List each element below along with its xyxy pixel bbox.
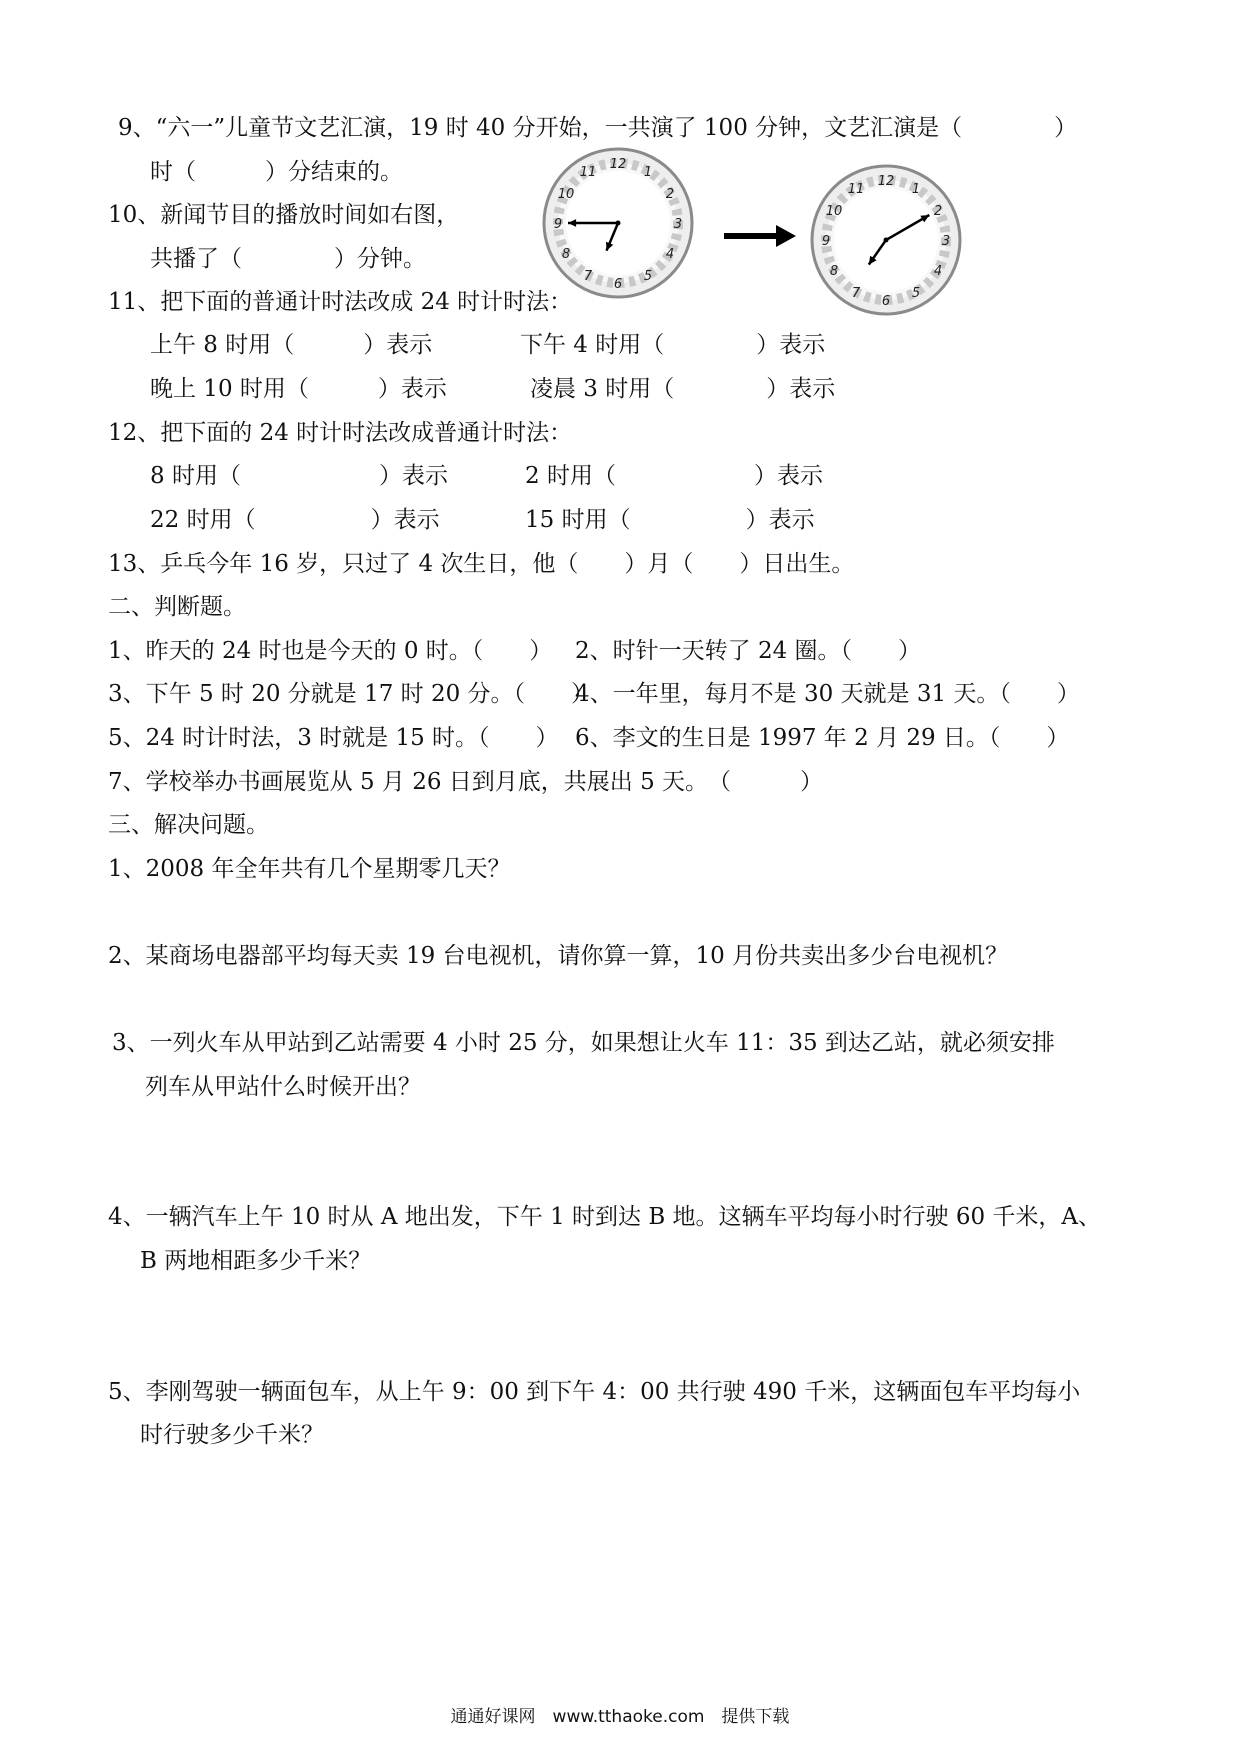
clock-start-numeral-4: 4 <box>665 247 675 262</box>
clock-start-numeral-6: 6 <box>613 277 623 292</box>
clock-start-numeral-12: 12 <box>609 157 627 172</box>
judge-item-4: 4、一年里，每月不是 30 天就是 31 天。（ ） <box>575 681 1080 707</box>
clock-end-numeral-7: 7 <box>851 286 861 301</box>
solve-problem-2: 2、某商场电器部平均每天卖 19 台电视机，请你算一算，10 月份共卖出多少台电视机？ <box>108 943 1009 969</box>
solve-problem-5-line2: 时行驶多少千米？ <box>140 1422 324 1448</box>
clock-end-numeral-10: 10 <box>825 204 843 219</box>
judge-item-7: 7、学校举办书画展览从 5 月 26 日到月底，共展出 5 天。 （ ） <box>108 769 824 795</box>
solve-problem-4-line1: 4、一辆汽车上午 10 时从 A 地出发，下午 1 时到达 B 地。这辆车平均每小时行驶 60 千米，A、 <box>108 1204 1102 1230</box>
clock-end-time <box>806 160 966 320</box>
clock-start-numeral-10: 10 <box>557 187 575 202</box>
clock-start-numeral-8: 8 <box>561 247 571 262</box>
judge-item-3: 3、下午 5 时 20 分就是 17 时 20 分。（ ） <box>108 681 595 707</box>
clock-start-time <box>538 143 698 303</box>
solve-problem-5-line1: 5、李刚驾驶一辆面包车，从上午 9：00 到下午 4：00 共行驶 490 千米，这辆面包车平均每小 <box>108 1379 1081 1405</box>
clock-start-numeral-11: 11 <box>579 165 597 180</box>
solve-problem-4-line2: B 两地相距多少千米？ <box>140 1248 372 1274</box>
right-arrow-icon <box>722 222 798 250</box>
solve-problem-3-line2: 列车从甲站什么时候开出？ <box>145 1074 421 1100</box>
q11-c: 晚上 10 时用（ ）表示 <box>150 376 447 402</box>
section-solve-title: 三、解决问题。 <box>108 812 269 838</box>
clock-start-numeral-5: 5 <box>643 269 653 284</box>
q11-a: 上午 8 时用（ ）表示 <box>150 332 433 358</box>
clock-end-numeral-12: 12 <box>877 174 895 189</box>
clock-end-numeral-1: 1 <box>911 182 921 197</box>
clock-end-numeral-8: 8 <box>829 264 839 279</box>
clock-start-numeral-3: 3 <box>673 217 683 232</box>
judge-item-5: 5、24 时计时法，3 时就是 15 时。（ ） <box>108 725 559 751</box>
judge-item-1: 1、昨天的 24 时也是今天的 0 时。（ ） <box>108 638 553 664</box>
judge-item-6: 6、李文的生日是 1997 年 2 月 29 日。（ ） <box>575 725 1070 751</box>
q9-line1: 9、“六一”儿童节文艺汇演，19 时 40 分开始，一共演了 100 分钟，文艺汇演是（ ） <box>118 115 1078 141</box>
q9-line2: 时（ ）分结束的。 <box>150 159 403 185</box>
clock-end-numeral-6: 6 <box>881 294 891 309</box>
q11-b: 下午 4 时用（ ）表示 <box>520 332 826 358</box>
clock-start-numeral-2: 2 <box>665 187 675 202</box>
clock-end-numeral-2: 2 <box>933 204 943 219</box>
q11-d: 凌晨 3 时用（ ）表示 <box>530 376 836 402</box>
q12-a: 8 时用（ ）表示 <box>150 463 448 489</box>
q10-line1: 10、新闻节目的播放时间如右图， <box>108 202 460 228</box>
clock-start-numeral-7: 7 <box>583 269 593 284</box>
q12-d: 15 时用（ ）表示 <box>525 507 815 533</box>
q12-title: 12、把下面的 24 时计时法改成普通计时法： <box>108 420 573 446</box>
q13: 13、乒乓今年 16 岁，只过了 4 次生日，他（ ）月（ ）日出生。 <box>108 551 855 577</box>
q11-title: 11、把下面的普通计时法改成 24 时计时法： <box>108 289 573 315</box>
q10-line2: 共播了（ ）分钟。 <box>150 246 426 272</box>
q12-b: 2 时用（ ）表示 <box>525 463 823 489</box>
clock-start-numeral-1: 1 <box>643 165 653 180</box>
clock-end-numeral-3: 3 <box>941 234 951 249</box>
q12-c: 22 时用（ ）表示 <box>150 507 440 533</box>
page-footer: 通通好课网 www.tthaoke.com 提供下载 <box>450 1707 790 1727</box>
clock-end-numeral-4: 4 <box>933 264 943 279</box>
solve-problem-1: 1、2008 年全年共有几个星期零几天？ <box>108 856 511 882</box>
solve-problem-3-line1: 3、一列火车从甲站到乙站需要 4 小时 25 分，如果想让火车 11：35 到达乙站，就必须安排 <box>112 1030 1055 1056</box>
section-judge-title: 二、判断题。 <box>108 594 246 620</box>
clock-start-numeral-9: 9 <box>553 217 563 232</box>
clock-end-numeral-11: 11 <box>847 182 865 197</box>
judge-item-2: 2、时针一天转了 24 圈。（ ） <box>575 638 922 664</box>
clock-end-numeral-5: 5 <box>911 286 921 301</box>
clock-end-numeral-9: 9 <box>821 234 831 249</box>
